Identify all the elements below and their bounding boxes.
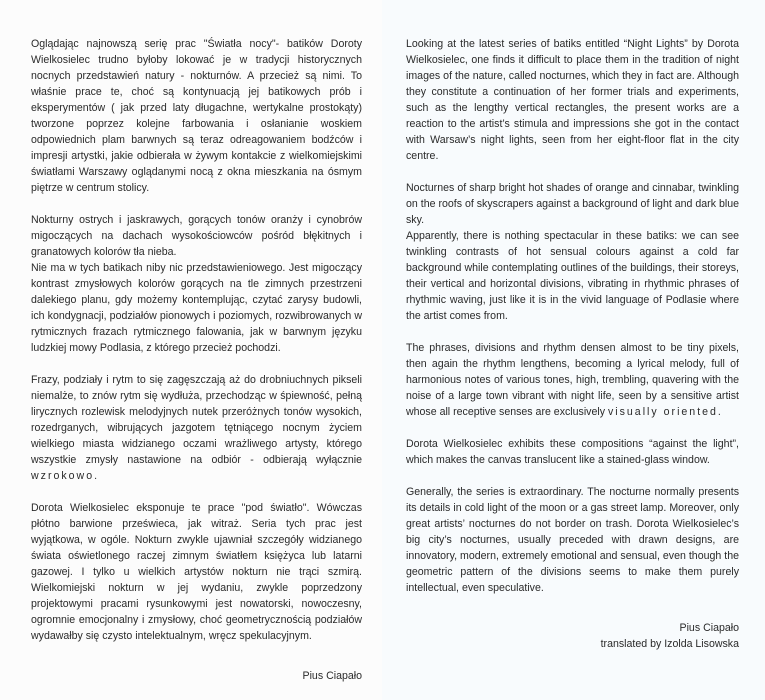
paragraph: Generally, the series is extraordinary. The nocturne normally presents its details in cold light of the moon or a gas street lamp. Moreover, only great artists’ nocturnes do not border on trash. Dorota Wielkosielec’s big city’s nocturnes, usually preceded with drawn designs, are innovatory, modern, extremely emotional and sensual, even though the geometric pattern of the divisions seems to make them purely intellectual, even speculative.: [406, 486, 739, 594]
signature-block: [406, 620, 739, 652]
paragraph: Apparently, there is nothing spectacular in these batiks: we can see twinkling contrasts of hot sensual colours against a cold far background while contemplating outlines of the buildings, their storeys, their vertical and horizontal divisions, vibrating in rhythmic phrases of rhythmic waving, just like it is in the vivid language of Podlasie where the artist comes from.: [406, 230, 739, 322]
paragraph-text: Frazy, podziały i rytm to się zagęszczają aż do drobniuchnych pikseli niemalże, to znów rytm się wydłuża, przechodząc w śpiewność, pełną lirycznych rozlewisk melodyjnych nutek przeróżnych tonów wysokich, rozedrganych, wibrujących jazgotem tętniącego nocnym życiem wielkiego miasta widzianego oczami wrażliwego artysty, którego wszystkie zmysły nastawione na odbiór - odbierają wyłącznie: [31, 374, 362, 466]
paragraph: [31, 372, 362, 484]
english-text-column: [406, 36, 739, 652]
translator-credit: translated by Izolda Lisowska: [600, 638, 739, 650]
left-page-polish: [0, 0, 382, 700]
author-signature: Pius Ciapało: [302, 670, 362, 682]
paragraph: [406, 340, 739, 420]
author-signature: Pius Ciapało: [679, 622, 739, 634]
paragraph: Nie ma w tych batikach niby nic przedstawieniowego. Jest migoczący kontrast zmysłowych kolorów gorących na tle zimnych przestrzeni dalekiego planu, gdy możemy kontemplując, czytać zarysy budowli, ich kondygnacji, podziałów pionowych i poziomych, rozwibrowanych w rytmicznych frazach rytmicznego falowania, jak w barwnym języku ludzkiej mowy Podlasia, z którego przecież pochodzi.: [31, 262, 362, 354]
paragraph: Nokturny ostrych i jaskrawych, gorących tonów oranży i cynobrów migoczących na dachach wysokościowców pośród błękitnych i granatowych kolorów tła nieba.: [31, 214, 362, 258]
paragraph: Dorota Wielkosielec exhibits these compositions “against the light”, which makes the canvas translucent like a stained-glass window.: [406, 438, 739, 466]
paragraph: Nocturnes of sharp bright hot shades of orange and cinnabar, twinkling on the roofs of skyscrapers against a background of light and dark blue sky.: [406, 182, 739, 226]
paragraph: Dorota Wielkosielec eksponuje te prace "pod światło". Wówczas płótno barwione prześwieca, jak witraż. Seria tych prac jest wyjątkowa, w ogóle. Nokturn zwykle ujawniał szczegóły widzianego świata oświetlonego raczej zimnym światłem księżyca lub latarni gazowej. I tylko u wielkich artystów nokturn nie trąci szmirą. Wielkomiejski nokturn w jej wydaniu, zwykle poprzedzony projektowymi pracami rysunkowymi jest nowatorski, nowoczesny, ogromnie emocjonalny i zmysłowy, choć geometrycznością podziałów wydawałby się czysto intelektualnym, wręcz spekulacyjnym.: [31, 502, 362, 642]
paragraph: Looking at the latest series of batiks entitled “Night Lights” by Dorota Wielkosielec, one finds it difficult to place them in the tradition of night images of the nature, called nocturnes, which they in fact are. Although they constitute a continuation of her former trials and experiments, such as the lengthy vertical rectangles, the present works are a reaction to the artist’s stimula and impressions she got in the contact with Warsaw’s night lights, seen from her eight-floor flat in the city centre.: [406, 38, 739, 162]
paragraph-text: The phrases, divisions and rhythm densen almost to be tiny pixels, then again the rhythm lengthens, becoming a lyrical melody, full of harmonious notes of various tones, high, trembling, quavering with the noise of a large town vibrant with night life, seen by a sensitive artist whose all receptive senses are exclusively: [406, 342, 739, 418]
spaced-emphasis: wzrokowo.: [31, 470, 100, 482]
spaced-emphasis: visually oriented.: [607, 406, 723, 418]
paragraph: Oglądając najnowszą serię prac "Światła nocy"- batików Doroty Wielkosielec trudno byłoby lokować je w tradycji historycznych nocnych przedstawień natury - nokturnów. A przecież są nimi. To właśnie prace te, choć są kontynuacją jej batikowych prób i eksperymentów ( jak przed laty długachne, wertykalne prostokąty) tworzone poprzez kolejne farbowania i osłanianie woskiem odpowiednich plam barwnych są teraz odreagowaniem bodźców i impresji artystki, jakie odbierała w żywym kontakcie z wielkomiejskimi światłami Warszawy oglądanymi nocą z okna mieszkania na ósmym piętrze w centrum stolicy.: [31, 38, 362, 194]
signature-block: [31, 668, 362, 684]
right-page-english: [382, 0, 765, 700]
polish-text-column: [31, 36, 362, 684]
